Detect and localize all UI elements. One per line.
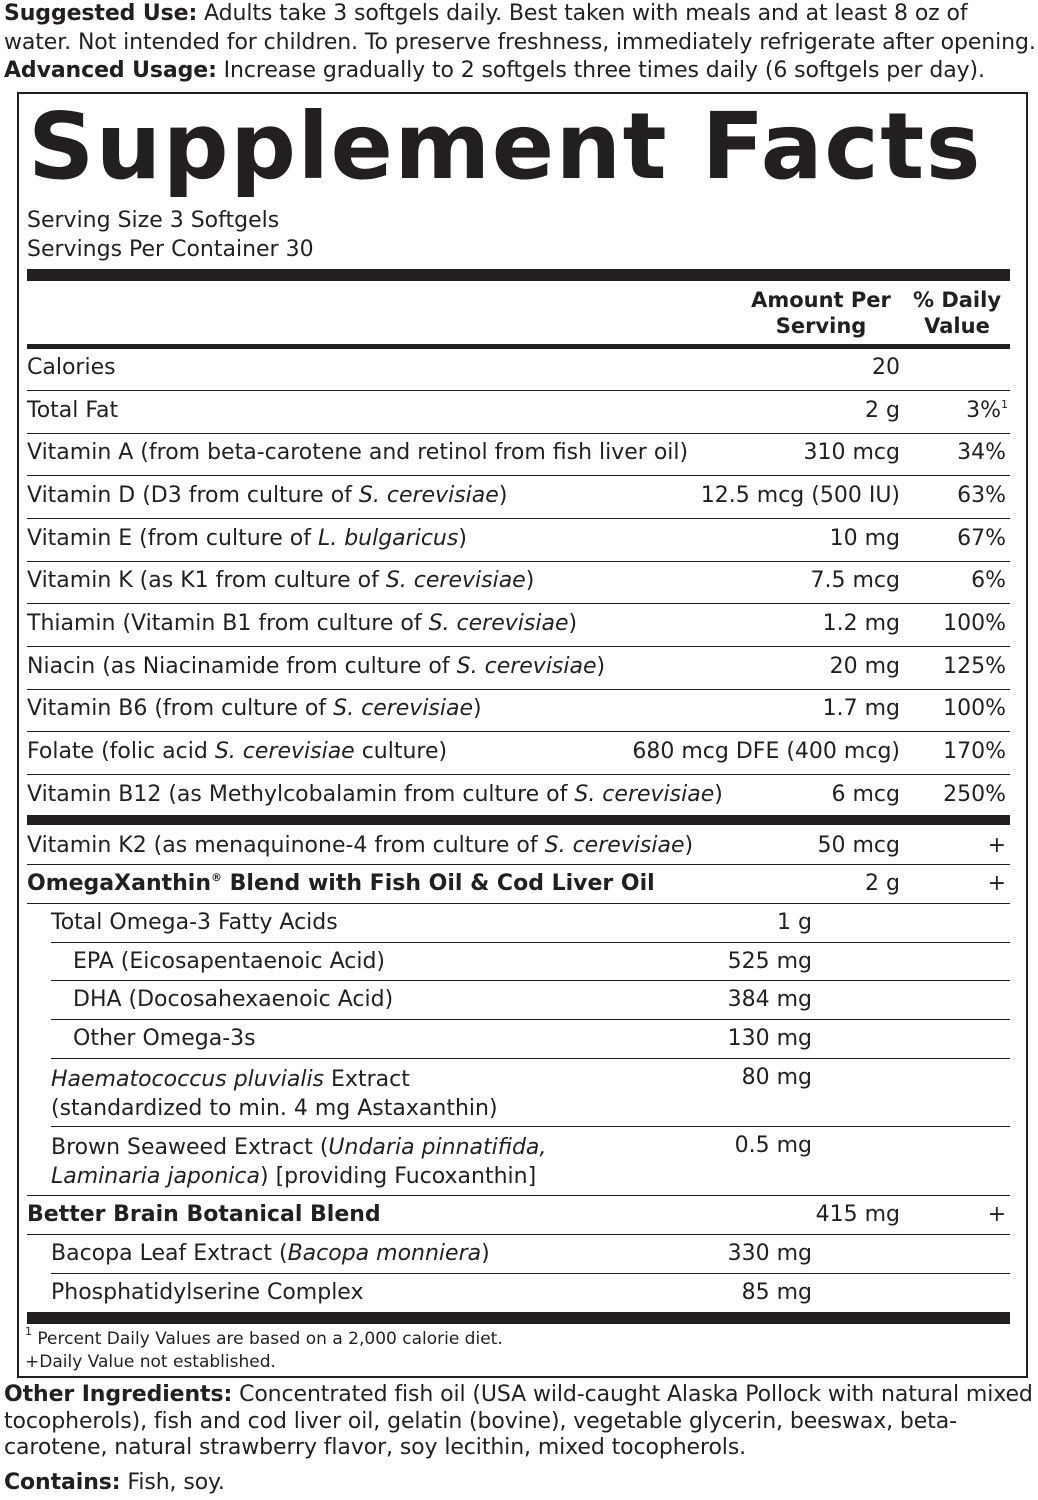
nutrient-name bbox=[27, 483, 507, 508]
nutrient-amount: 20 mg bbox=[829, 654, 900, 679]
nutrient-name bbox=[27, 526, 467, 551]
registered-mark: ® bbox=[211, 871, 222, 884]
footnote-mark: 1 bbox=[25, 1325, 32, 1338]
contains-line bbox=[4, 1470, 1036, 1497]
name-text: ) bbox=[498, 483, 508, 508]
blend-row-omegaxanthin bbox=[27, 865, 1010, 904]
name-italic: S. cerevisiae bbox=[574, 782, 715, 807]
column-header-daily-value bbox=[907, 287, 1007, 339]
name-text: Vitamin K2 (as menaquinone-4 from culture of bbox=[27, 833, 545, 858]
nutrient-amount: 1.7 mg bbox=[822, 696, 900, 721]
sub-row-other-omega3 bbox=[51, 1020, 1010, 1059]
nutrient-row-vitamin-d bbox=[27, 476, 1010, 519]
header-dv-line1: % Daily bbox=[912, 288, 1002, 312]
ingredient-name bbox=[51, 1241, 490, 1266]
name-text: Bacopa Leaf Extract ( bbox=[51, 1241, 288, 1266]
serving-info bbox=[27, 206, 314, 264]
dv-footnote-mark: 1 bbox=[1001, 398, 1008, 411]
footnote-not-established: +Daily Value not established. bbox=[25, 1352, 276, 1372]
nutrient-row-calories bbox=[27, 349, 1010, 391]
ingredient-name bbox=[51, 1133, 546, 1191]
ingredient-name: Phosphatidylserine Complex bbox=[51, 1280, 364, 1305]
name-text: (standardized to min. 4 mg Astaxanthin) bbox=[51, 1096, 498, 1121]
nutrient-row-vitamin-b12 bbox=[27, 775, 1010, 815]
ingredient-name: EPA (Eicosapentaenoic Acid) bbox=[73, 949, 386, 974]
blend-name: Better Brain Botanical Blend bbox=[27, 1202, 381, 1227]
nutrient-dv: 6% bbox=[971, 568, 1006, 593]
nutrient-dv: 63% bbox=[957, 483, 1006, 508]
blend-row-better-brain bbox=[27, 1196, 1010, 1235]
name-text: ) bbox=[473, 696, 482, 721]
nutrient-row-vitamin-b6 bbox=[27, 690, 1010, 732]
nutrient-name bbox=[27, 654, 605, 679]
nutrient-name bbox=[27, 739, 447, 764]
blend-amount: 415 mg bbox=[815, 1202, 900, 1227]
name-italic: S. cerevisiae bbox=[385, 568, 526, 593]
sub-row-epa bbox=[51, 943, 1010, 981]
ingredients-section bbox=[4, 1382, 1036, 1496]
nutrient-row-niacin bbox=[27, 647, 1010, 690]
name-text: Vitamin D (D3 from culture of bbox=[27, 483, 359, 508]
name-text: Vitamin B12 (as Methylcobalamin from culture of bbox=[27, 782, 575, 807]
nutrient-amount: 20 bbox=[872, 355, 900, 380]
sub-row-haematococcus bbox=[51, 1059, 1010, 1127]
name-italic: Haematococcus pluvialis bbox=[51, 1067, 325, 1092]
advanced-usage-text: Increase gradually to 2 softgels three times daily (6 softgels per day). bbox=[216, 58, 985, 83]
name-text: ) bbox=[481, 1241, 490, 1266]
suggested-use-label: Suggested Use: bbox=[4, 1, 198, 26]
nutrient-dv: 170% bbox=[943, 739, 1006, 764]
nutrient-dv: 34% bbox=[957, 440, 1006, 465]
nutrient-amount: 7.5 mcg bbox=[810, 568, 900, 593]
name-text: Vitamin B6 (from culture of bbox=[27, 696, 334, 721]
blend-name bbox=[27, 871, 655, 896]
nutrient-dv: 100% bbox=[943, 696, 1006, 721]
blend-amount: 2 g bbox=[865, 871, 900, 896]
usage-instructions bbox=[4, 0, 1036, 86]
name-text: Vitamin E (from culture of bbox=[27, 526, 318, 551]
suggested-use-text: Adults take 3 softgels daily. Best taken with meals and at least 8 oz of water. Not intended for children. To preserve freshness, immediately refrigerate after opening. bbox=[4, 1, 1036, 55]
blend-dv: + bbox=[987, 1202, 1006, 1227]
nutrient-row-thiamin bbox=[27, 604, 1010, 647]
ingredient-name bbox=[51, 1065, 498, 1123]
name-text: ) bbox=[596, 654, 606, 679]
header-amount-line2: Serving bbox=[775, 314, 867, 338]
name-text: Blend with Fish Oil & Cod Liver Oil bbox=[222, 871, 655, 896]
name-text: ) bbox=[525, 568, 535, 593]
ingredient-amount: 384 mg bbox=[727, 987, 812, 1012]
footnote-daily-values bbox=[25, 1325, 503, 1351]
nutrient-name: Vitamin A (from beta-carotene and retinol from fish liver oil) bbox=[27, 440, 689, 465]
ingredient-name: Other Omega-3s bbox=[73, 1026, 256, 1051]
nutrient-row-vitamin-e bbox=[27, 519, 1010, 562]
footnote-text: Percent Daily Values are based on a 2,000 calorie diet. bbox=[32, 1329, 503, 1349]
nutrient-dv: 67% bbox=[957, 526, 1006, 551]
name-text: ) bbox=[714, 782, 723, 807]
nutrient-name: Total Fat bbox=[27, 398, 119, 423]
header-amount-line1: Amount Per bbox=[751, 288, 891, 312]
nutrient-row-vitamin-k2 bbox=[27, 825, 1010, 865]
nutrient-dv: + bbox=[987, 833, 1006, 858]
contains-label: Contains: bbox=[4, 1469, 121, 1495]
name-italic: Bacopa monniera bbox=[287, 1241, 482, 1266]
ingredient-amount: 330 mg bbox=[727, 1241, 812, 1266]
bottom-thick-divider bbox=[27, 1312, 1010, 1324]
name-text: OmegaXanthin bbox=[27, 871, 211, 896]
other-ingredients-label: Other Ingredients: bbox=[4, 1382, 233, 1407]
nutrient-name: Calories bbox=[27, 355, 116, 380]
blend-dv: + bbox=[987, 871, 1006, 896]
nutrient-dv: 125% bbox=[943, 654, 1006, 679]
nutrient-amount: 6 mcg bbox=[831, 782, 900, 807]
name-text: Niacin (as Niacinamide from culture of bbox=[27, 654, 457, 679]
ingredient-amount: 130 mg bbox=[727, 1026, 812, 1051]
nutrient-amount: 12.5 mcg (500 IU) bbox=[700, 483, 900, 508]
name-italic: S. cerevisiae bbox=[456, 654, 597, 679]
name-text: ) [providing Fucoxanthin] bbox=[260, 1164, 537, 1189]
thick-divider bbox=[27, 269, 1010, 281]
nutrient-name bbox=[27, 568, 534, 593]
ingredient-amount: 1 g bbox=[777, 910, 812, 935]
nutrient-amount: 310 mcg bbox=[803, 440, 900, 465]
name-italic: S. cerevisiae bbox=[544, 833, 685, 858]
name-text: Folate (folic acid bbox=[27, 739, 215, 764]
nutrient-row-folate bbox=[27, 732, 1010, 775]
name-italic: S. cerevisiae bbox=[358, 483, 499, 508]
sub-row-dha bbox=[51, 981, 1010, 1020]
nutrient-name bbox=[27, 782, 723, 807]
name-text: ) bbox=[458, 526, 467, 551]
nutrient-amount: 680 mcg DFE (400 mcg) bbox=[632, 739, 900, 764]
name-italic: S. cerevisiae bbox=[333, 696, 474, 721]
servings-per-container: Servings Per Container 30 bbox=[27, 237, 314, 262]
nutrient-row-vitamin-a bbox=[27, 434, 1010, 476]
serving-size: Serving Size 3 Softgels bbox=[27, 208, 280, 233]
nutrient-name bbox=[27, 696, 482, 721]
contains-text: Fish, soy. bbox=[120, 1469, 225, 1495]
ingredient-amount: 525 mg bbox=[727, 949, 812, 974]
advanced-usage-label: Advanced Usage: bbox=[4, 58, 217, 83]
name-text: Brown Seaweed Extract ( bbox=[51, 1135, 329, 1160]
ingredient-name: DHA (Docosahexaenoic Acid) bbox=[73, 987, 394, 1012]
nutrient-amount: 1.2 mg bbox=[822, 611, 900, 636]
name-text: ) bbox=[568, 611, 578, 636]
panel-title: Supplement Facts bbox=[28, 93, 982, 200]
column-header-amount bbox=[741, 287, 901, 339]
nutrient-amount: 2 g bbox=[865, 398, 900, 423]
ingredient-amount: 85 mg bbox=[741, 1280, 812, 1305]
name-text: ) bbox=[684, 833, 694, 858]
sub-row-total-omega3 bbox=[51, 904, 1010, 943]
name-text: culture) bbox=[354, 739, 448, 764]
name-italic: Undaria pinnatifida, bbox=[328, 1135, 547, 1160]
nutrient-dv: 100% bbox=[943, 611, 1006, 636]
ingredient-amount: 80 mg bbox=[741, 1065, 812, 1090]
name-italic: S. cerevisiae bbox=[428, 611, 569, 636]
nutrient-row-vitamin-k bbox=[27, 562, 1010, 604]
section-divider bbox=[27, 815, 1010, 825]
other-ingredients-text: Concentrated fish oil (USA wild-caught Alaska Pollock with natural mixed tocopherols), fish and cod liver oil, gelatin (bovine), vegetable glycerin, beeswax, beta-carotene, natural strawberry flavor, soy lecithin, mixed tocopherols. bbox=[4, 1382, 1033, 1460]
sub-row-bacopa bbox=[51, 1235, 1010, 1274]
nutrient-amount: 10 mg bbox=[829, 526, 900, 551]
name-italic: S. cerevisiae bbox=[214, 739, 355, 764]
dv-value: 3% bbox=[966, 398, 1001, 423]
ingredient-name: Total Omega-3 Fatty Acids bbox=[51, 910, 338, 935]
supplement-facts-panel bbox=[17, 92, 1028, 1378]
ingredient-amount: 0.5 mg bbox=[734, 1133, 812, 1158]
nutrient-amount: 50 mcg bbox=[817, 833, 900, 858]
name-text: Extract bbox=[324, 1067, 410, 1092]
footnotes bbox=[25, 1325, 503, 1374]
nutrient-dv: 250% bbox=[943, 782, 1006, 807]
name-italic: L. bulgaricus bbox=[317, 526, 459, 551]
name-italic: Laminaria japonica bbox=[51, 1164, 260, 1189]
nutrient-name bbox=[27, 833, 693, 858]
sub-row-brown-seaweed bbox=[27, 1127, 1010, 1196]
header-dv-line2: Value bbox=[924, 314, 990, 338]
nutrient-name bbox=[27, 611, 577, 636]
name-text: Vitamin K (as K1 from culture of bbox=[27, 568, 386, 593]
name-text: Thiamin (Vitamin B1 from culture of bbox=[27, 611, 429, 636]
sub-row-phosphatidylserine bbox=[51, 1274, 1010, 1312]
nutrient-dv bbox=[966, 398, 1008, 423]
nutrient-row-total-fat bbox=[27, 391, 1010, 434]
